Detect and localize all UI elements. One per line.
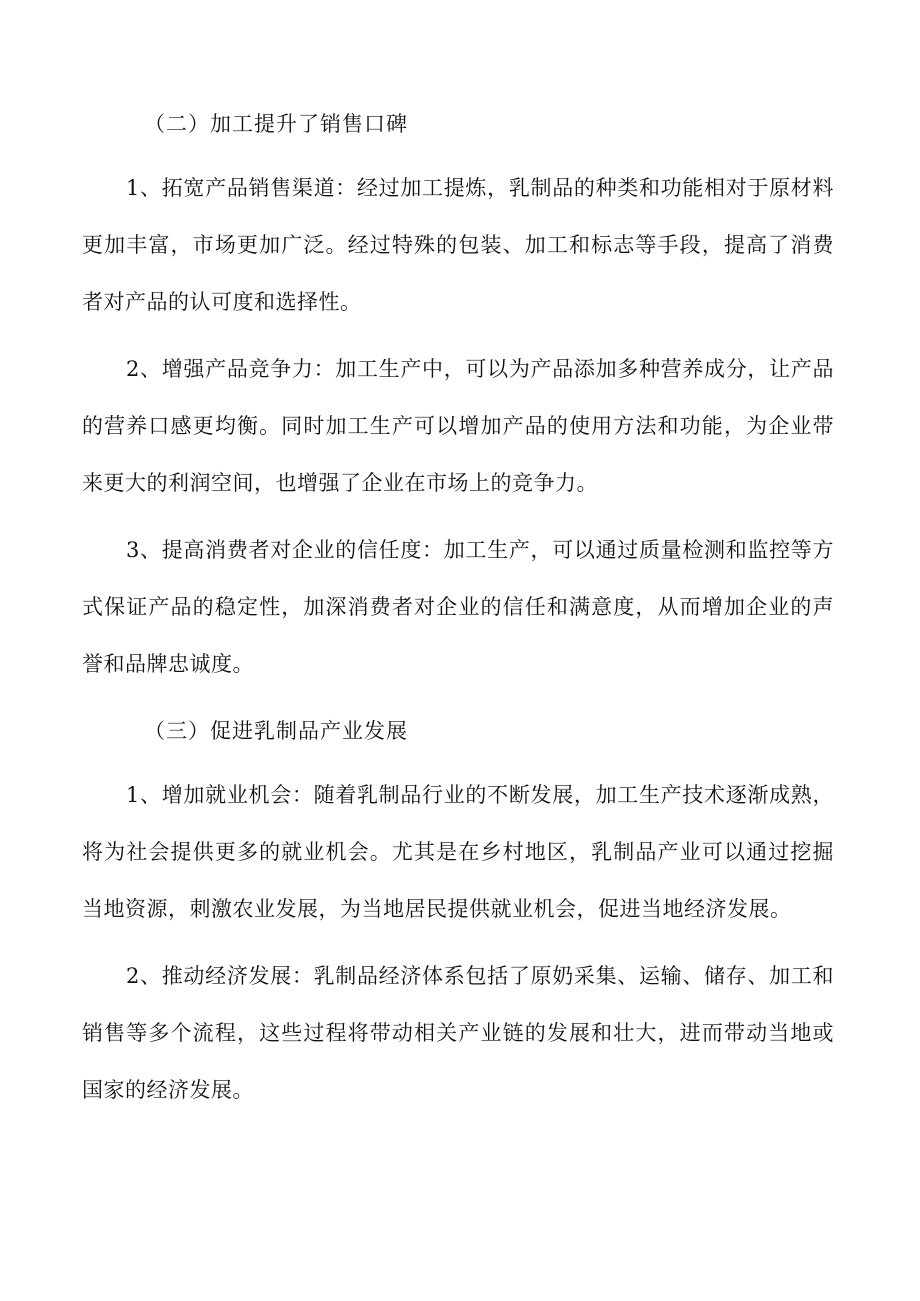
document-body [82,104,834,1129]
paragraph-3-1: 1、增加就业机会：随着乳制品行业的不断发展，加工生产技术逐渐成熟，将为社会提供更多的就业机会。尤其是在乡村地区，乳制品产业可以通过挖掘当地资源，刺激农业发展，为当地居民提供就业机会，促进当地经济发展。 [82,783,834,921]
paragraph-3-2: 2、推动经济发展：乳制品经济体系包括了原奶采集、运输、储存、加工和销售等多个流程，这些过程将带动相关产业链的发展和壮大，进而带动当地或国家的经济发展。 [82,964,834,1102]
section-heading-3: （三）促进乳制品产业发展 [144,719,408,743]
section-heading-2: （二）加工提升了销售口碑 [144,112,408,136]
paragraph-2-2: 2、增强产品竞争力：加工生产中，可以为产品添加多种营养成分，让产品的营养口感更均衡。同时加工生产可以增加产品的使用方法和功能，为企业带来更大的利润空间，也增强了企业在市场上的竞争力。 [82,357,834,495]
paragraph-2-1: 1、拓宽产品销售渠道：经过加工提炼，乳制品的种类和功能相对于原材料更加丰富，市场更加广泛。经过特殊的包装、加工和标志等手段，提高了消费者对产品的认可度和选择性。 [82,176,834,314]
paragraph-2-3: 3、提高消费者对企业的信任度：加工生产，可以通过质量检测和监控等方式保证产品的稳定性，加深消费者对企业的信任和满意度，从而增加企业的声誉和品牌忠诚度。 [82,538,834,676]
